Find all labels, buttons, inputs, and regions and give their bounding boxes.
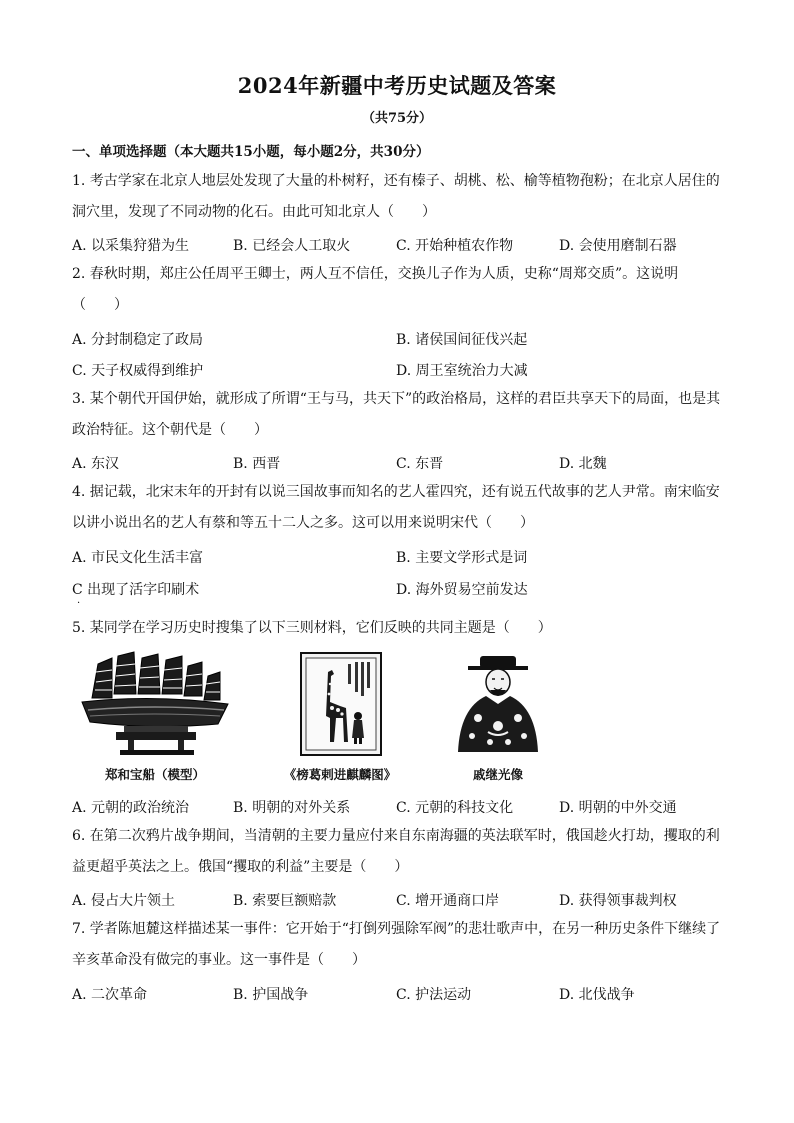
q3-option-b: B. 西晋 xyxy=(233,456,281,472)
question-2-stem: 2. 春秋时期，郑庄公任周平王卿士，两人互不信任，交换儿子作为人质，史称“周郑交质”。这说明（ ） xyxy=(72,266,679,313)
q6-option-c: C. 增开通商口岸 xyxy=(396,893,500,909)
q7-option-c: C. 护法运动 xyxy=(396,987,472,1003)
q2-option-c: C. 天子权威得到维护 xyxy=(72,363,204,379)
q1-option-b: B. 已经会人工取火 xyxy=(233,238,351,254)
q7-option-a: A. 二次革命 xyxy=(72,987,148,1003)
question-5-stem: 5. 某同学在学习历史时搜集了以下三则材料，它们反映的共同主题是（ ） xyxy=(72,620,552,636)
q6-option-d: D. 获得领事裁判权 xyxy=(559,893,677,909)
stray-dot: · xyxy=(77,598,81,609)
q5-option-d: D. 明朝的中外交通 xyxy=(559,800,677,816)
q2-option-d: D. 周王室统治力大减 xyxy=(396,363,528,379)
q6-option-a: A. 侵占大片领土 xyxy=(72,893,176,909)
q5-option-c: C. 元朝的科技文化 xyxy=(396,800,514,816)
q1-option-c: C. 开始种植农作物 xyxy=(396,238,514,254)
question-6-stem: 6. 在第二次鸦片战争期间，当清朝的主要力量应付来自东南海疆的英法联军时，俄国趁火打劫，攫取的利益更超乎英法之上。俄国“攫取的利益”主要是（ ） xyxy=(72,828,720,875)
qi-jiguang-portrait-image xyxy=(448,652,548,756)
q3-option-a: A. 东汉 xyxy=(72,456,120,472)
q4-option-c: C 出现了活字印刷术 xyxy=(72,582,200,598)
question-7-stem: 7. 学者陈旭麓这样描述某一事件：它开始于“打倒列强除军阀”的悲壮歌声中，在另一种历史条件下继续了辛亥革命没有做完的事业。这一事件是（ ） xyxy=(72,921,721,968)
q7-option-b: B. 护国战争 xyxy=(233,987,309,1003)
q3-option-c: C. 东晋 xyxy=(396,456,444,472)
page-subtitle: （共75分） xyxy=(361,111,433,126)
q1-option-d: D. 会使用磨制石器 xyxy=(559,238,677,254)
q4-option-b: B. 主要文学形式是词 xyxy=(396,550,528,566)
q1-option-a: A. 以采集狩猎为生 xyxy=(72,238,190,254)
caption-giraffe-painting: 《榜葛剌进麒麟图》 xyxy=(283,767,397,782)
q5-option-a: A. 元朝的政治统治 xyxy=(72,800,190,816)
q5-option-b: B. 明朝的对外关系 xyxy=(233,800,351,816)
q7-option-d: D. 北伐战争 xyxy=(559,987,635,1003)
q4-option-d: D. 海外贸易空前发达 xyxy=(396,582,528,598)
treasure-ship-image xyxy=(78,650,230,760)
page-title: 2024年新疆中考历史试题及答案 xyxy=(237,73,557,98)
question-1-stem: 1. 考古学家在北京人地层处发现了大量的朴树籽，还有榛子、胡桃、松、榆等植物孢粉；在北京人居住的洞穴里，发现了不同动物的化石。由此可知北京人（ ） xyxy=(72,173,720,220)
q2-option-a: A. 分封制稳定了政局 xyxy=(72,332,204,348)
question-4-stem: 4. 据记载，北宋末年的开封有以说三国故事而知名的艺人霍四究，还有说五代故事的艺人尹常。南宋临安以讲小说出名的艺人有蔡和等五十二人之多。这可以用来说明宋代（ ） xyxy=(72,484,720,531)
q3-option-d: D. 北魏 xyxy=(559,456,607,472)
giraffe-painting-image xyxy=(300,652,382,756)
q6-option-b: B. 索要巨额赔款 xyxy=(233,893,337,909)
q4-option-a: A. 市民文化生活丰富 xyxy=(72,550,204,566)
caption-treasure-ship: 郑和宝船（模型） xyxy=(104,767,205,782)
caption-qi-jiguang: 戚继光像 xyxy=(472,767,523,782)
q2-option-b: B. 诸侯国间征伐兴起 xyxy=(396,332,528,348)
section-heading: 一、单项选择题（本大题共15小题，每小题2分，共30分） xyxy=(72,144,430,160)
question-3-stem: 3. 某个朝代开国伊始，就形成了所谓“王与马，共天下”的政治格局，这样的君臣共享天下的局面，也是其政治特征。这个朝代是（ ） xyxy=(72,391,721,438)
